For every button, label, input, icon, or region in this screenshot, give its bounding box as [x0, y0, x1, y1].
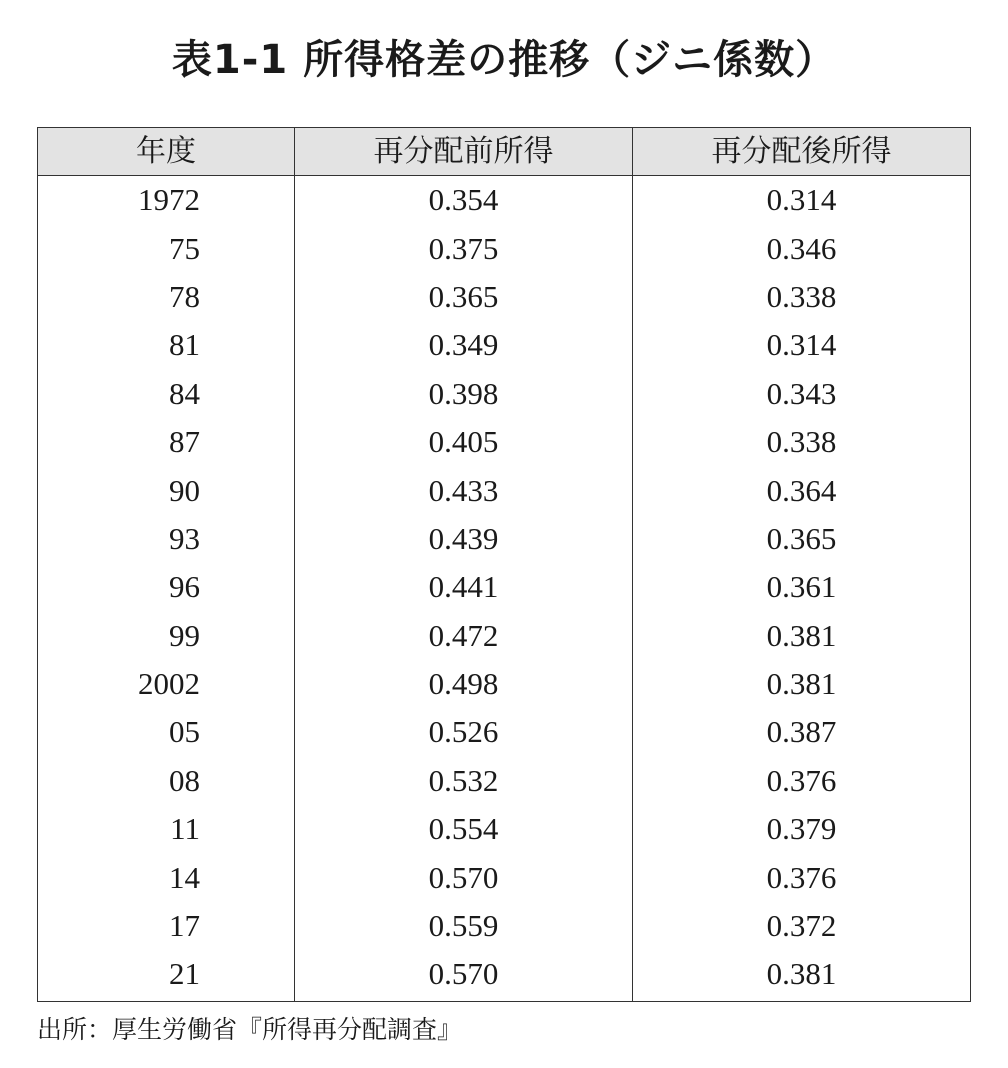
- pre-redistribution-cell: 0.398: [295, 370, 633, 418]
- post-redistribution-cell: 0.343: [633, 370, 971, 418]
- year-cell: 14: [38, 853, 295, 901]
- pre-redistribution-cell: 0.498: [295, 660, 633, 708]
- post-redistribution-cell: 0.372: [633, 902, 971, 950]
- table-row: [38, 273, 971, 321]
- year-cell: 96: [38, 563, 295, 611]
- column-header-pre-redistribution: 再分配前所得: [295, 128, 633, 176]
- table-row: [38, 321, 971, 369]
- year-cell: 90: [38, 466, 295, 514]
- pre-redistribution-cell: 0.532: [295, 757, 633, 805]
- pre-redistribution-cell: 0.349: [295, 321, 633, 369]
- post-redistribution-cell: 0.314: [633, 176, 971, 225]
- post-redistribution-cell: 0.338: [633, 418, 971, 466]
- pre-redistribution-cell: 0.433: [295, 466, 633, 514]
- table-row: [38, 563, 971, 611]
- column-header-year: 年度: [38, 128, 295, 176]
- year-cell: 99: [38, 612, 295, 660]
- year-cell: 75: [38, 224, 295, 272]
- year-cell: 21: [38, 950, 295, 1001]
- year-cell: 1972: [38, 176, 295, 225]
- year-cell: 08: [38, 757, 295, 805]
- pre-redistribution-cell: 0.405: [295, 418, 633, 466]
- pre-redistribution-cell: 0.554: [295, 805, 633, 853]
- table-row: [38, 708, 971, 756]
- post-redistribution-cell: 0.338: [633, 273, 971, 321]
- post-redistribution-cell: 0.376: [633, 757, 971, 805]
- table-row: [38, 466, 971, 514]
- pre-redistribution-cell: 0.472: [295, 612, 633, 660]
- year-cell: 93: [38, 515, 295, 563]
- year-cell: 87: [38, 418, 295, 466]
- table-row: [38, 176, 971, 225]
- table-row: [38, 902, 971, 950]
- post-redistribution-cell: 0.365: [633, 515, 971, 563]
- post-redistribution-cell: 0.364: [633, 466, 971, 514]
- pre-redistribution-cell: 0.559: [295, 902, 633, 950]
- post-redistribution-cell: 0.376: [633, 853, 971, 901]
- table-row: [38, 660, 971, 708]
- table-row: [38, 612, 971, 660]
- year-cell: 81: [38, 321, 295, 369]
- pre-redistribution-cell: 0.526: [295, 708, 633, 756]
- post-redistribution-cell: 0.381: [633, 612, 971, 660]
- table-row: [38, 224, 971, 272]
- table-row: [38, 950, 971, 1001]
- year-cell: 84: [38, 370, 295, 418]
- pre-redistribution-cell: 0.439: [295, 515, 633, 563]
- year-cell: 78: [38, 273, 295, 321]
- post-redistribution-cell: 0.361: [633, 563, 971, 611]
- source-note: 出所：厚生労働省『所得再分配調査』: [37, 1015, 463, 1044]
- table-title: 表1-1 所得格差の推移（ジニ係数）: [171, 37, 837, 83]
- year-cell: 05: [38, 708, 295, 756]
- table-row: [38, 853, 971, 901]
- pre-redistribution-cell: 0.375: [295, 224, 633, 272]
- gini-coefficient-table: [37, 127, 971, 1002]
- table-row: [38, 515, 971, 563]
- table-row: [38, 370, 971, 418]
- pre-redistribution-cell: 0.441: [295, 563, 633, 611]
- pre-redistribution-cell: 0.570: [295, 853, 633, 901]
- post-redistribution-cell: 0.346: [633, 224, 971, 272]
- column-header-post-redistribution: 再分配後所得: [633, 128, 971, 176]
- pre-redistribution-cell: 0.354: [295, 176, 633, 225]
- year-cell: 2002: [38, 660, 295, 708]
- pre-redistribution-cell: 0.570: [295, 950, 633, 1001]
- pre-redistribution-cell: 0.365: [295, 273, 633, 321]
- post-redistribution-cell: 0.381: [633, 950, 971, 1001]
- post-redistribution-cell: 0.314: [633, 321, 971, 369]
- post-redistribution-cell: 0.381: [633, 660, 971, 708]
- table-row: [38, 757, 971, 805]
- year-cell: 11: [38, 805, 295, 853]
- table-row: [38, 418, 971, 466]
- header-row: [38, 128, 971, 176]
- post-redistribution-cell: 0.387: [633, 708, 971, 756]
- post-redistribution-cell: 0.379: [633, 805, 971, 853]
- year-cell: 17: [38, 902, 295, 950]
- table-row: [38, 805, 971, 853]
